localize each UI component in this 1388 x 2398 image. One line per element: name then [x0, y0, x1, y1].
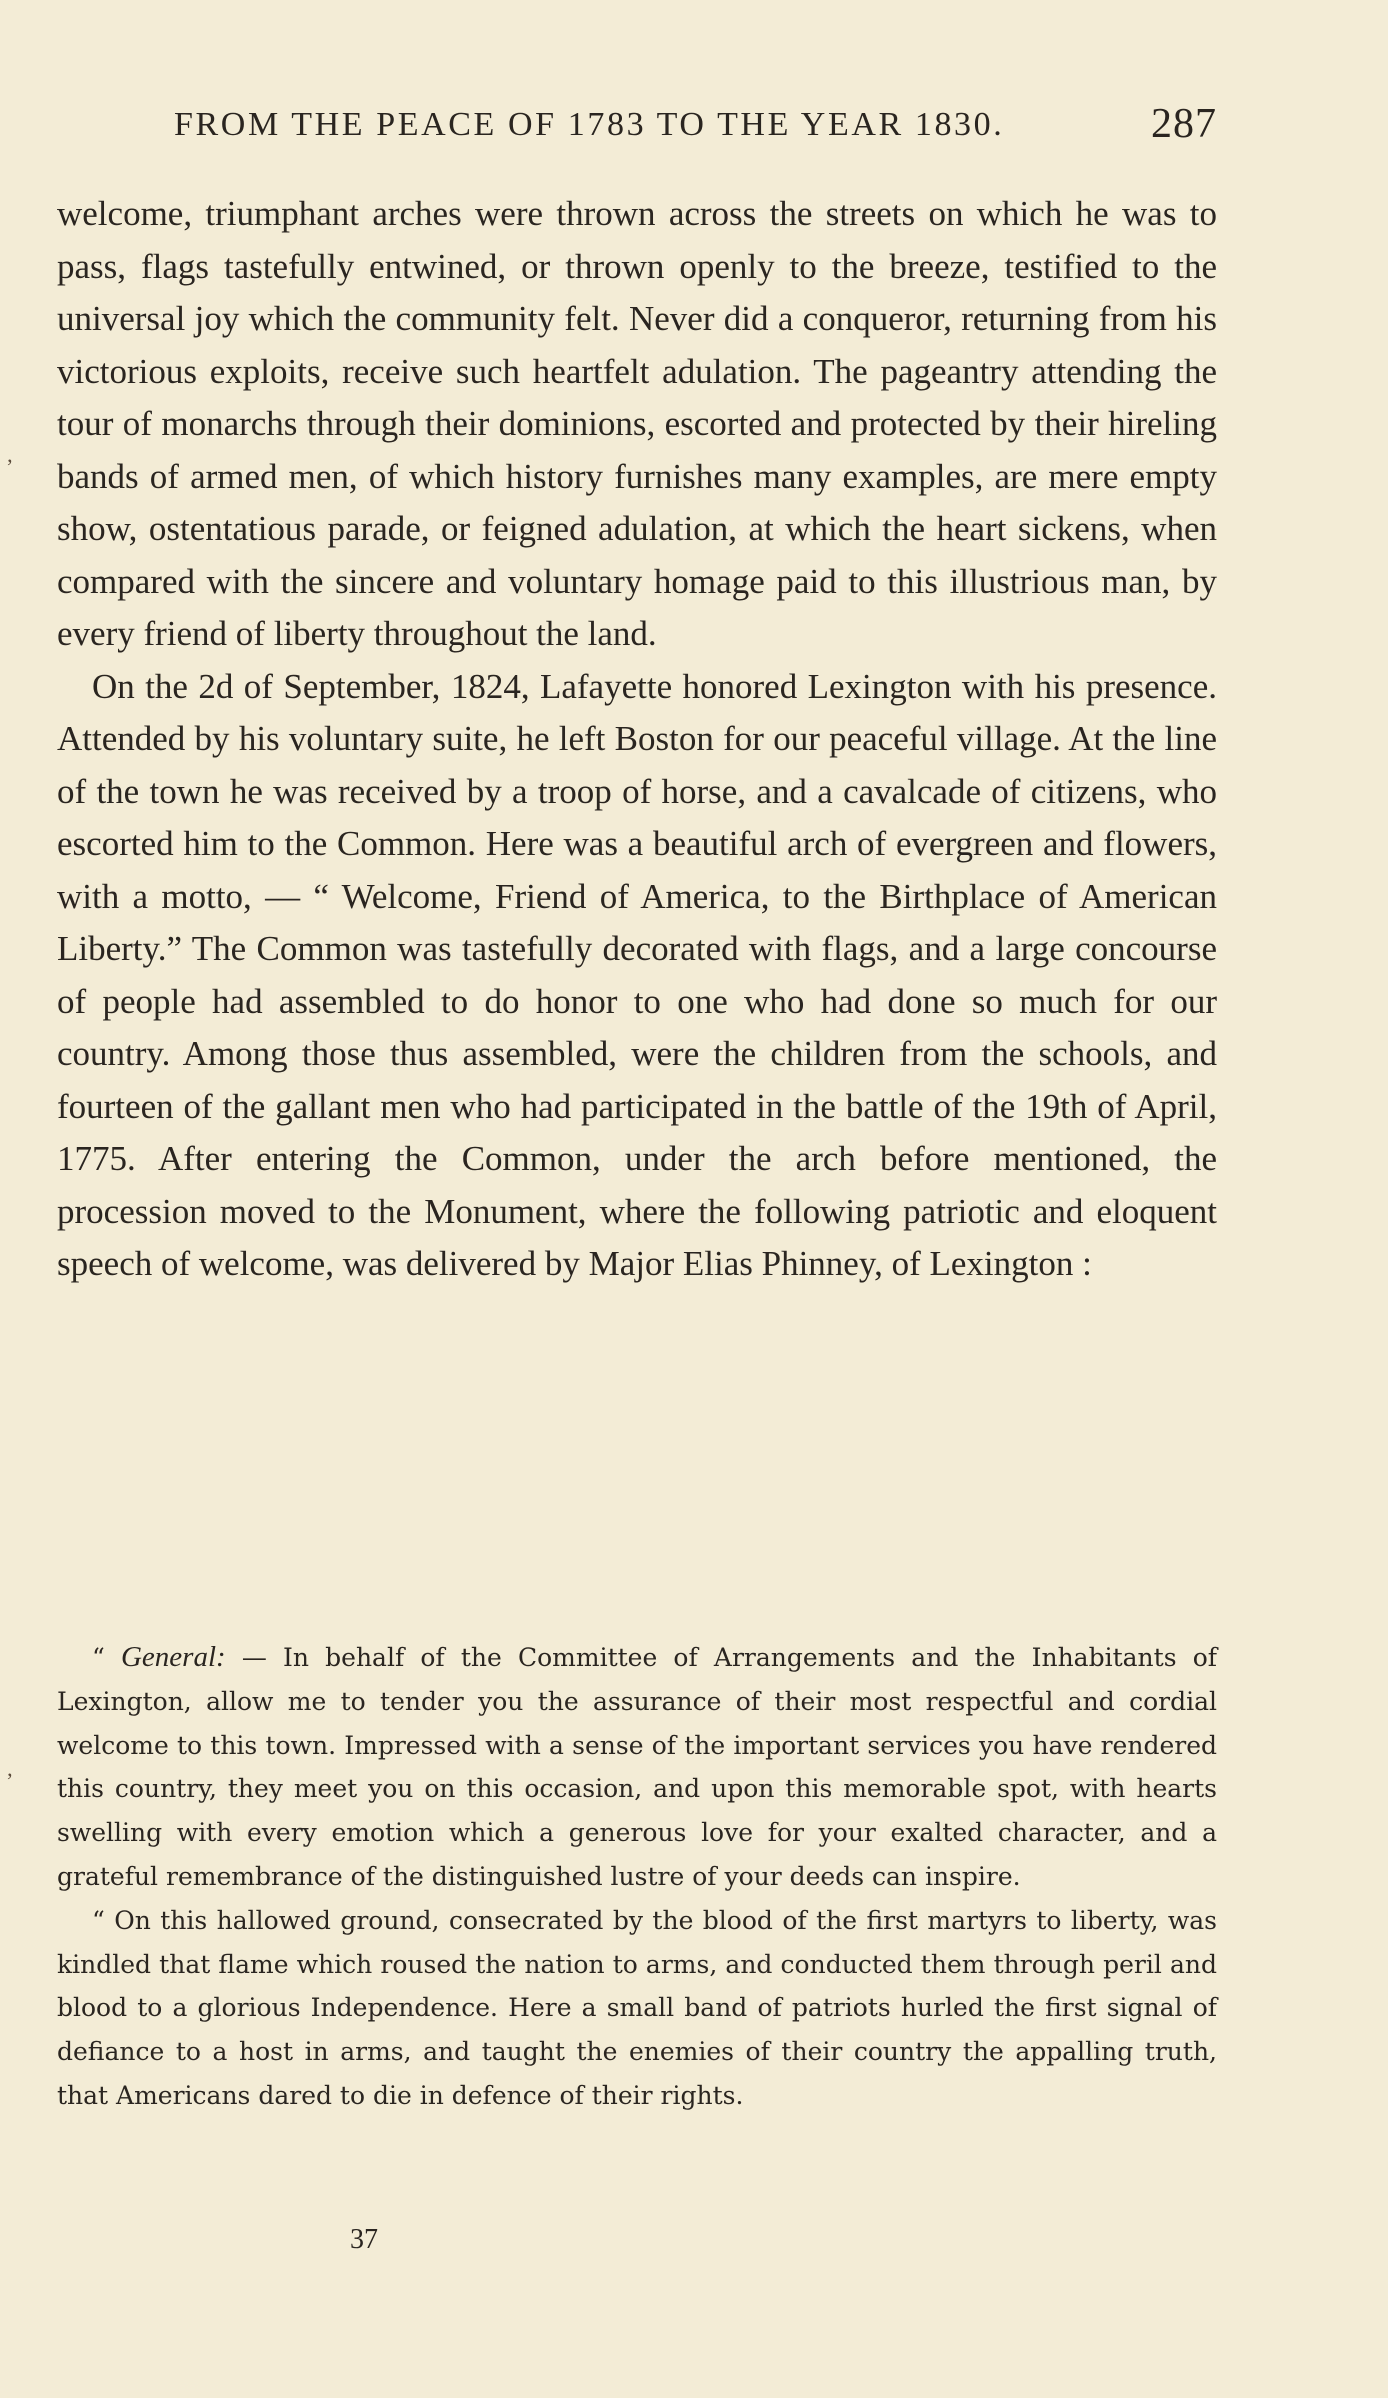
extract-salutation: General:	[120, 1641, 226, 1673]
running-title: FROM THE PEACE OF 1783 TO THE YEAR 1830.	[174, 106, 1005, 143]
signature-mark: 37	[350, 2224, 378, 2255]
extract-paragraph-1	[57, 1636, 1217, 1899]
margin-speck: ’	[6, 454, 14, 479]
body-paragraph-2: On the 2d of September, 1824, Lafayette honored Lexington with his presence. Attended by his voluntary suite, he left Boston for our peaceful village. At the line of the town he was received by a troop of horse, and a cavalcade of citizens, who escorted him to the Common. Here was a beautiful arch of evergreen and flowers, with a motto, — “ Welcome, Friend of America, to the Birthplace of American Liberty.” The Common was tastefully decorated with flags, and a large concourse of people had assembled to do honor to one who had done so much for our country. Among those thus assembled, were the children from the schools, and fourteen of the gallant men who had participated in the battle of the 19th of April, 1775. After entering the Common, under the arch before mentioned, the procession moved to the Monument, where the following patriotic and eloquent speech of welcome, was delivered by Major Elias Phinney, of Lexington :	[57, 666, 1217, 1283]
extract-paragraph-1-text: — In behalf of the Committee of Arrangements and the Inhabitants of Lexington, allow me to tender you the assurance of their most respectful and cordial welcome to this town. Impressed with a sense of the important services you have rendered this country, they meet you on this occasion, and upon this memorable spot, with hearts swelling with every emotion which a generous love for your exalted character, and a grateful remembrance of the distinguished lustre of your deeds can inspire.	[57, 1643, 1217, 1891]
extract-open-quote: “	[92, 1643, 121, 1672]
book-page	[57, 0, 1217, 2398]
main-text	[57, 188, 1217, 1291]
page-number: 287	[1151, 101, 1217, 147]
speech-extract	[57, 1636, 1217, 2118]
extract-paragraph-2: “ On this hallowed ground, consecrated by the blood of the first martyrs to liberty, was kindled that flame which roused the nation to arms, and conducted them through peril and blood to a glorious Independence. Here a small band of patriots hurled the first signal of defiance to a host in arms, and taught the enemies of their country the appalling truth, that Americans dared to die in defence of their rights.	[57, 1905, 1217, 2110]
margin-speck: ’	[6, 1768, 14, 1793]
body-paragraph-1: welcome, triumphant arches were thrown across the streets on which he was to pass, flags tastefully entwined, or thrown openly to the breeze, testified to the universal joy which the community felt. Never did a conqueror, returning from his victorious exploits, receive such heartfelt adulation. The pageantry attending the tour of monarchs through their dominions, escorted and protected by their hireling bands of armed men, of which history furnishes many examples, are mere empty show, ostentatious parade, or feigned adulation, at which the heart sickens, when compared with the sincere and voluntary homage paid to this illustrious man, by every friend of liberty throughout the land.	[57, 194, 1217, 653]
running-head	[57, 100, 1217, 150]
